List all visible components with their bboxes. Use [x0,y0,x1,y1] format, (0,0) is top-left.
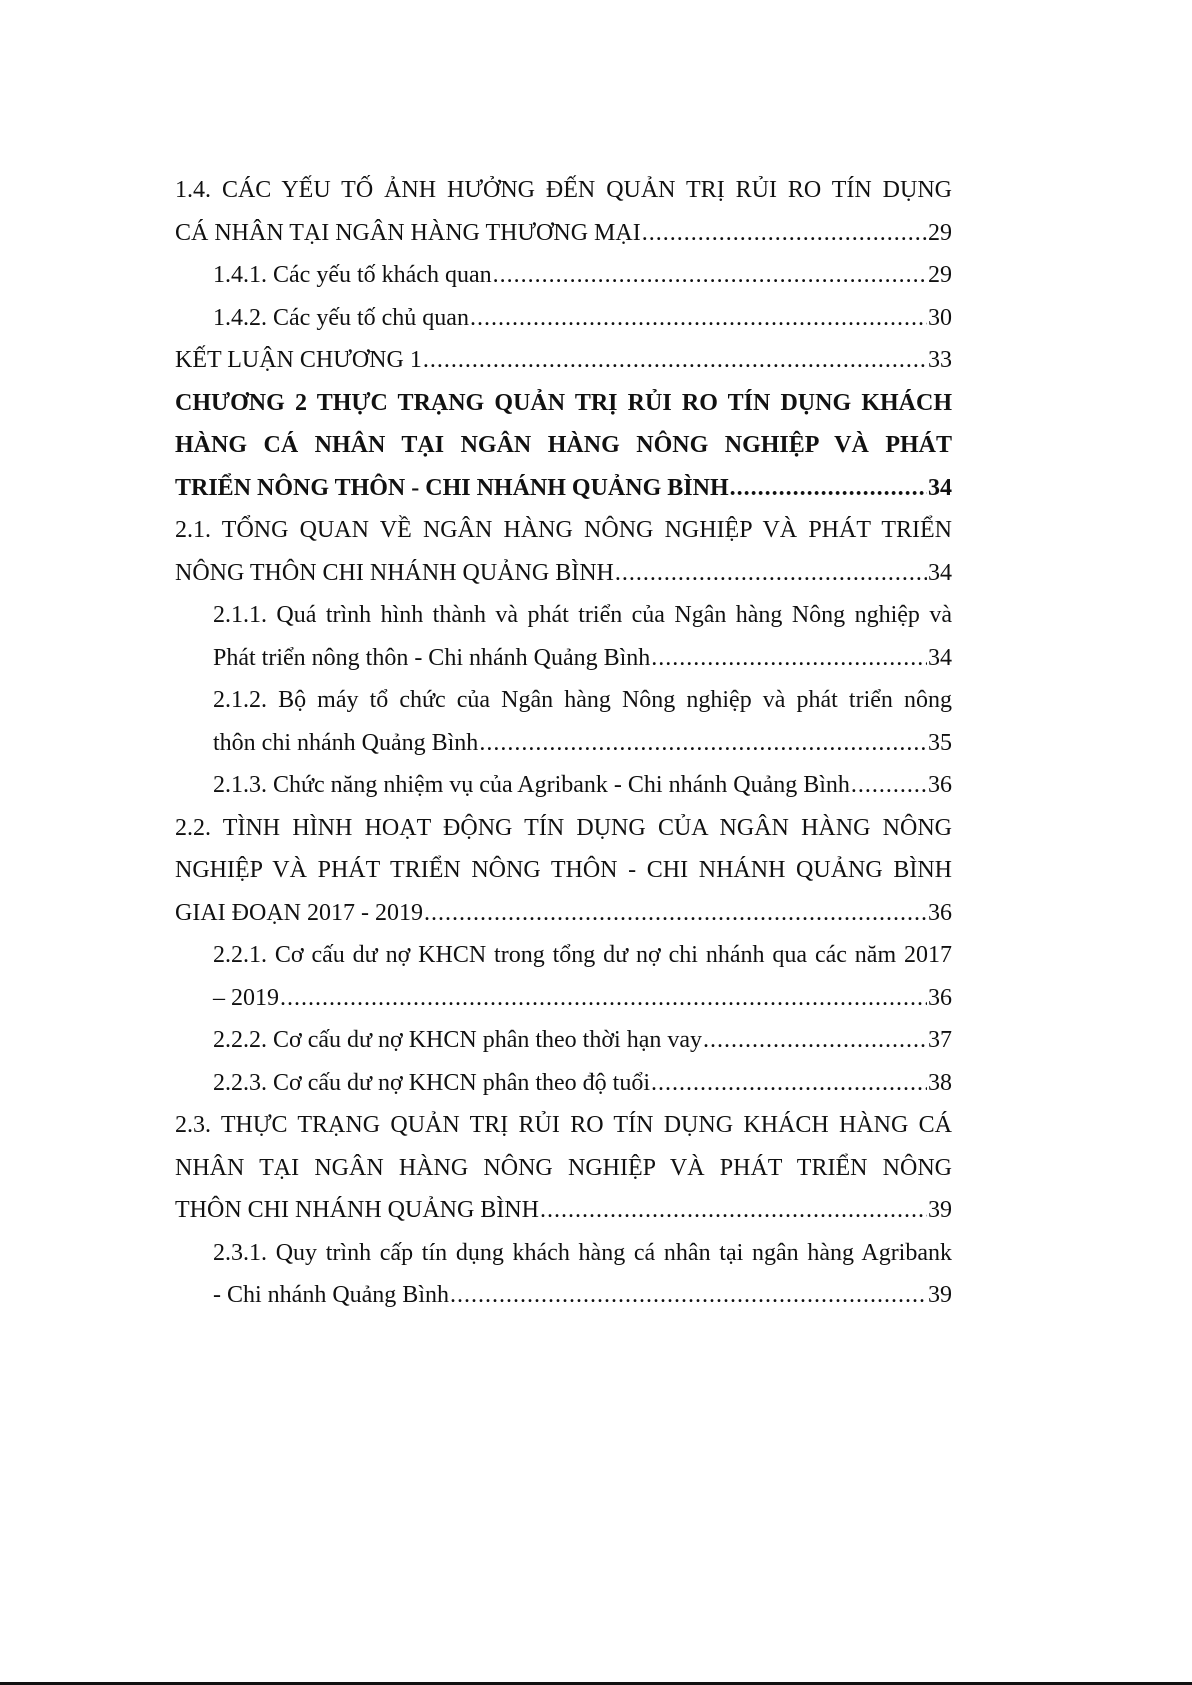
toc-entry-line: 1.4. CÁC YẾU TỐ ẢNH HƯỞNG ĐẾN QUẢN TRỊ RỦI RO TÍN DỤNG [175,177,952,203]
toc-entry-2-1-3 [175,764,952,807]
dot-leader [424,892,927,935]
toc-entry-line: 2.1.1. Quá trình hình thành và phát triển của Ngân hàng Nông nghiệp và [213,602,952,628]
toc-entry-line: CHƯƠNG 2 THỰC TRẠNG QUẢN TRỊ RỦI RO TÍN DỤNG KHÁCH [175,389,952,416]
toc-page-number: 29 [928,219,952,246]
toc-entry-last-line [213,637,952,680]
toc-entry-2-3 [175,1104,952,1232]
toc-entry-line: NGHIỆP VÀ PHÁT TRIỂN NÔNG THÔN - CHI NHÁNH QUẢNG BÌNH [175,857,952,883]
toc-entry-line: 2.1. TỔNG QUAN VỀ NGÂN HÀNG NÔNG NGHIỆP VÀ PHÁT TRIỂN [175,517,952,543]
toc-entry-last-line [213,764,952,807]
toc-page-number: 34 [928,644,952,671]
toc-entry-2-1-2 [175,679,952,764]
toc-entry-text: - Chi nhánh Quảng Bình [213,1282,449,1308]
toc-entry-line: HÀNG CÁ NHÂN TẠI NGÂN HÀNG NÔNG NGHIỆP VÀ PHÁT [175,432,952,458]
toc-entry-last-line [213,297,952,340]
toc-page-number: 34 [928,559,952,586]
toc-entry-last-line [175,1189,952,1232]
toc-entry-2-2-3 [175,1062,952,1105]
toc-entry-ket-luan-chuong-1 [175,339,952,382]
dot-leader [851,764,927,807]
toc-entry-text: 1.4.2. Các yếu tố chủ quan [213,304,469,331]
dot-leader [450,1274,927,1317]
toc-entry-last-line [213,1019,952,1062]
toc-entry-last-line [175,552,952,595]
toc-entry-last-line [175,339,952,382]
toc-entry-last-line [175,892,952,935]
toc-entry-text: thôn chi nhánh Quảng Bình [213,729,479,756]
toc-entry-text: NÔNG THÔN CHI NHÁNH QUẢNG BÌNH [175,559,614,586]
toc-entry-chuong-2 [175,382,952,510]
toc-page-number: 34 [928,474,952,501]
toc-entry-1-4-1 [175,254,952,297]
dot-leader [540,1189,927,1232]
toc-entry-2-2-2 [175,1019,952,1062]
dot-leader [423,339,927,382]
dot-leader [479,722,927,765]
toc-entry-last-line [213,1062,952,1105]
toc-page-number: 36 [928,899,952,926]
toc-entry-text: GIAI ĐOẠN 2017 - 2019 [175,899,423,926]
toc-entry-last-line [213,722,952,765]
toc-entry-1-4-2 [175,297,952,340]
toc-page-number: 39 [928,1282,952,1308]
toc-entry-line: 2.1.2. Bộ máy tổ chức của Ngân hàng Nông nghiệp và phát triển nông [213,687,952,713]
toc-entry-text: 2.1.3. Chức năng nhiệm vụ của Agribank - Chi nhánh Quảng Bình [213,772,850,798]
toc-entry-2-3-1 [175,1232,952,1317]
dot-leader [470,297,927,340]
toc-page-number: 29 [928,262,952,288]
toc-entry-text: THÔN CHI NHÁNH QUẢNG BÌNH [175,1197,539,1223]
toc-page-number: 30 [928,304,952,331]
toc-entry-text: 2.2.2. Cơ cấu dư nợ KHCN phân theo thời hạn vay [213,1027,703,1053]
dot-leader [615,552,927,595]
toc-page-number: 36 [928,984,952,1011]
toc-page-number: 33 [928,347,952,373]
toc-entry-text: TRIỂN NÔNG THÔN - CHI NHÁNH QUẢNG BÌNH [175,474,729,501]
toc-entry-line: NHÂN TẠI NGÂN HÀNG NÔNG NGHIỆP VÀ PHÁT TRIỂN NÔNG [175,1154,952,1181]
toc-page-number: 37 [928,1027,952,1053]
toc-page-number: 35 [928,729,952,756]
toc-page-number: 39 [928,1197,952,1223]
toc-entry-text: 1.4.1. Các yếu tố khách quan [213,262,492,288]
toc-entry-line: 2.2. TÌNH HÌNH HOẠT ĐỘNG TÍN DỤNG CỦA NGÂN HÀNG NÔNG [175,814,952,841]
toc-entry-text: KẾT LUẬN CHƯƠNG 1 [175,347,422,373]
dot-leader [280,977,927,1020]
table-of-contents [175,169,952,1317]
toc-entry-line: 2.2.1. Cơ cấu dư nợ KHCN trong tổng dư nợ chi nhánh qua các năm 2017 [213,942,952,968]
dot-leader [703,1019,927,1062]
toc-entry-2-2 [175,807,952,935]
toc-page-number: 36 [928,772,952,798]
dot-leader [651,637,927,680]
toc-entry-2-1 [175,509,952,594]
dot-leader [651,1062,927,1105]
toc-entry-2-2-1 [175,934,952,1019]
toc-entry-2-1-1 [175,594,952,679]
toc-page-number: 38 [928,1069,952,1096]
toc-entry-text: – 2019 [213,984,279,1011]
dot-leader [493,254,927,297]
toc-entry-last-line [213,977,952,1020]
toc-entry-1-4 [175,169,952,254]
toc-entry-last-line [213,254,952,297]
dot-leader [730,467,927,510]
toc-entry-line: 2.3. THỰC TRẠNG QUẢN TRỊ RỦI RO TÍN DỤNG KHÁCH HÀNG CÁ [175,1112,952,1138]
toc-entry-text: 2.2.3. Cơ cấu dư nợ KHCN phân theo độ tuổi [213,1069,651,1096]
toc-entry-text: CÁ NHÂN TẠI NGÂN HÀNG THƯƠNG MẠI [175,219,641,246]
toc-entry-line: 2.3.1. Quy trình cấp tín dụng khách hàng cá nhân tại ngân hàng Agribank [213,1239,952,1266]
dot-leader [642,212,927,255]
toc-entry-last-line [175,212,952,255]
toc-entry-last-line [213,1274,952,1317]
toc-entry-last-line [175,467,952,510]
toc-entry-text: Phát triển nông thôn - Chi nhánh Quảng Bình [213,644,651,671]
